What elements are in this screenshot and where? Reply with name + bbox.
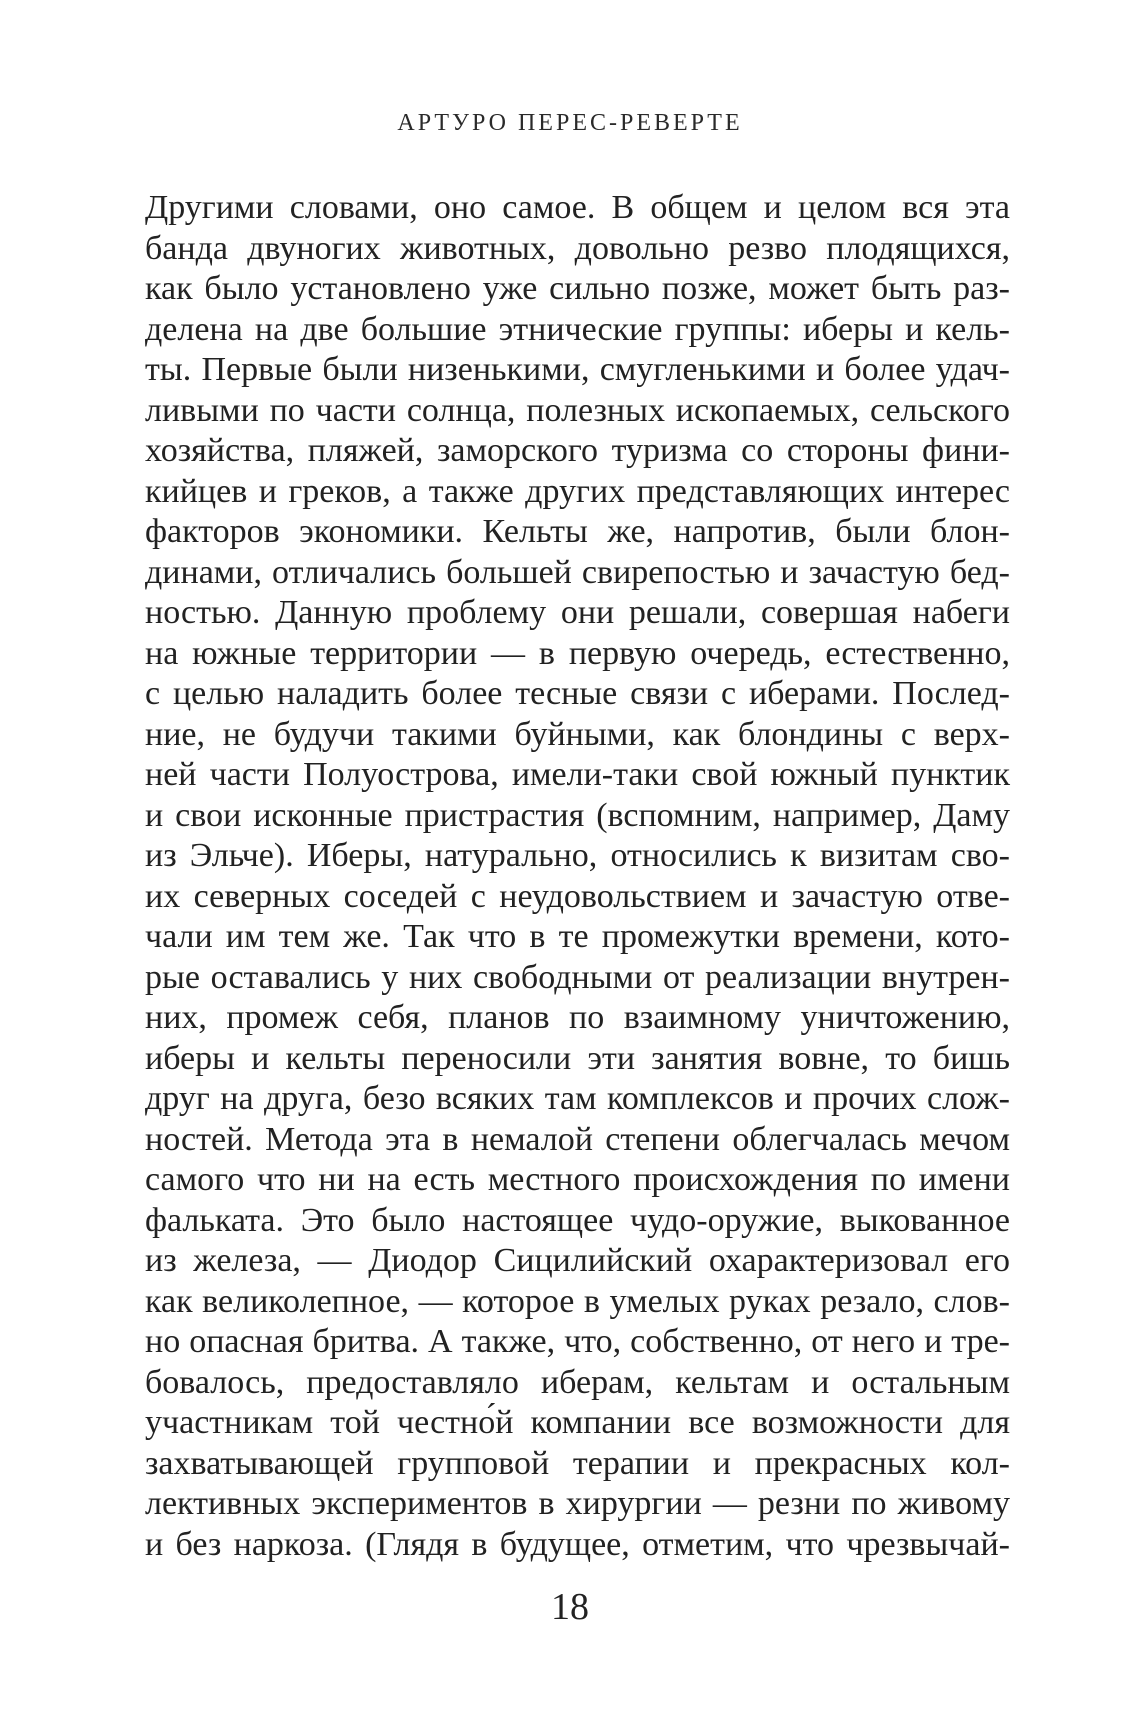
text-line: захватывающей групповой терапии и прекрасных кол- — [145, 1444, 1010, 1482]
text-line: из железа, — Диодор Сицилийский охарактеризовал его — [145, 1242, 1010, 1279]
text-line: иберы и кельты переносили эти занятия вовне, то бишь — [145, 1039, 1010, 1077]
body-text — [145, 188, 1010, 1565]
text-line: на южные территории — в первую очередь, естественно, — [145, 634, 1010, 672]
text-line: динами, отличались большей свирепостью и зачастую бед- — [145, 553, 1010, 591]
running-head: АРТУРО ПЕРЕС-РЕВЕРТЕ — [397, 110, 743, 136]
text-line: самого что ни на есть местного происхождения по имени — [145, 1161, 1010, 1198]
text-line: и свои исконные пристрастия (вспомним, например, Даму — [145, 796, 1010, 834]
text-line: чали им тем же. Так что в те промежутки времени, кото- — [145, 918, 1010, 955]
text-line: ностей. Метода эта в немалой степени облегчалась мечом — [145, 1120, 1010, 1158]
text-line: ты. Первые были низенькими, смугленькими и более удач- — [145, 351, 1010, 388]
text-line: фальката. Это было настоящее чудо-оружие, выкованное — [145, 1201, 1010, 1239]
text-line: делена на две большие этнические группы: иберы и кель- — [145, 310, 1010, 348]
text-line: них, промеж себя, планов по взаимному уничтожению, — [145, 999, 1010, 1036]
text-line: из Эльче). Иберы, натурально, относились к визитам сво- — [145, 837, 1010, 874]
text-line: ностью. Данную проблему они решали, совершая набеги — [145, 594, 1010, 631]
text-line: кийцев и греков, а также других представляющих интерес — [145, 472, 1010, 510]
text-line: ней части Полуострова, имели-таки свой южный пунктик — [145, 756, 1010, 793]
text-line: друг на друга, безо всяких там комплексов и прочих слож- — [145, 1080, 1010, 1117]
text-line: рые оставались у них свободными от реализации внутрен- — [145, 958, 1010, 996]
text-line: Другими словами, оно самое. В общем и целом вся эта — [145, 189, 1010, 226]
text-line: и без наркоза. (Глядя в будущее, отметим, что чрезвычай- — [145, 1525, 1010, 1563]
text-line: ние, не будучи такими буйными, как блондины с верх- — [145, 715, 1010, 753]
text-line: бовалось, предоставляло иберам, кельтам и остальным — [145, 1363, 1010, 1401]
page-number: 18 — [551, 1586, 589, 1628]
text-line: участникам той честно́й компании все возможности для — [145, 1404, 1010, 1441]
text-line: банда двуногих животных, довольно резво плодящихся, — [145, 229, 1010, 267]
text-line: факторов экономики. Кельты же, напротив, были блон- — [145, 513, 1010, 550]
text-line: но опасная бритва. А также, что, собственно, от него и тре- — [145, 1323, 1010, 1360]
text-line: ливыми по части солнца, полезных ископаемых, сельского — [145, 391, 1010, 429]
text-line: лективных экспериментов в хирургии — резни по живому — [145, 1485, 1010, 1522]
text-line: хозяйства, пляжей, заморского туризма со стороны фини- — [145, 432, 1010, 469]
text-line: как было установлено уже сильно позже, может быть раз- — [145, 270, 1010, 307]
text-line: как великолепное, — которое в умелых руках резало, слов- — [145, 1282, 1010, 1320]
text-line: их северных соседей с неудовольствием и зачастую отве- — [145, 877, 1010, 915]
text-line: с целью наладить более тесные связи с иберами. Послед- — [145, 675, 1010, 712]
